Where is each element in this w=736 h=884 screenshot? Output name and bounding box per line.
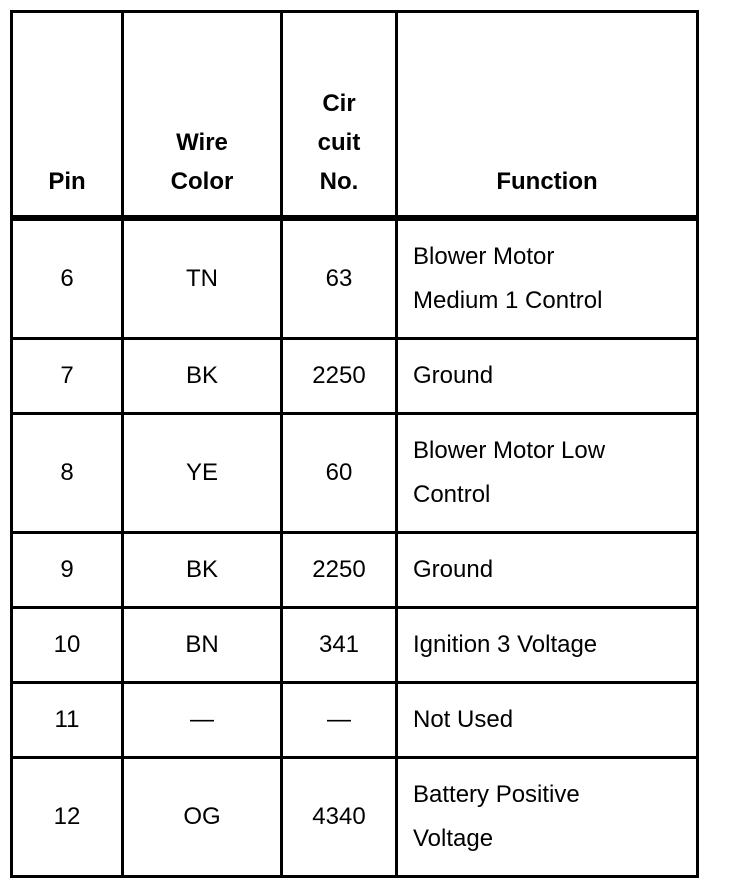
function-line: Ground: [413, 556, 494, 583]
pin-cell: 9: [12, 533, 123, 608]
header-function-line: Function: [496, 168, 598, 195]
table-row: [12, 758, 698, 877]
wire-color-cell: TN: [123, 218, 282, 339]
function-cell: [397, 758, 698, 877]
wire-color-cell: YE: [123, 414, 282, 533]
header-circuit-no-line: Cir: [322, 90, 356, 117]
header-pin-line: Pin: [48, 168, 86, 195]
header-circuit-no-line: No.: [319, 168, 359, 195]
header-circuit-no: [282, 12, 397, 219]
header-pin: [12, 12, 123, 219]
function-line: Medium 1 Control: [413, 287, 603, 314]
wire-color-cell: BK: [123, 339, 282, 414]
function-cell: [397, 608, 698, 683]
circuit-cell: 63: [282, 218, 397, 339]
header-wire-color: [123, 12, 282, 219]
function-line: Control: [413, 481, 491, 508]
function-line: Not Used: [413, 706, 514, 733]
circuit-cell: 2250: [282, 533, 397, 608]
table-row: [12, 218, 698, 339]
function-line: Voltage: [413, 825, 494, 852]
pin-cell: 6: [12, 218, 123, 339]
table-row: [12, 414, 698, 533]
function-line: Blower Motor Low: [413, 437, 606, 464]
header-function: [397, 12, 698, 219]
circuit-cell: 60: [282, 414, 397, 533]
function-cell: [397, 218, 698, 339]
header-wire-color-line: Color: [170, 168, 234, 195]
header-circuit-no-line: cuit: [317, 129, 361, 156]
pin-cell: 12: [12, 758, 123, 877]
pin-cell: 10: [12, 608, 123, 683]
circuit-cell: —: [282, 683, 397, 758]
circuit-cell: 4340: [282, 758, 397, 877]
pin-cell: 11: [12, 683, 123, 758]
table-row: [12, 533, 698, 608]
header-row: [12, 12, 698, 219]
connector-pin-table: [10, 10, 699, 878]
function-cell: [397, 414, 698, 533]
function-cell: [397, 683, 698, 758]
function-line: Blower Motor: [413, 243, 555, 270]
function-line: Ground: [413, 362, 494, 389]
wire-color-cell: —: [123, 683, 282, 758]
table-row: [12, 608, 698, 683]
wire-color-cell: BK: [123, 533, 282, 608]
table-row: [12, 683, 698, 758]
function-line: Battery Positive: [413, 781, 580, 808]
wire-color-cell: OG: [123, 758, 282, 877]
table-row: [12, 339, 698, 414]
circuit-cell: 341: [282, 608, 397, 683]
pin-cell: 7: [12, 339, 123, 414]
function-cell: [397, 533, 698, 608]
header-wire-color-line: Wire: [176, 129, 228, 156]
function-line: Ignition 3 Voltage: [413, 631, 598, 658]
wire-color-cell: BN: [123, 608, 282, 683]
function-cell: [397, 339, 698, 414]
circuit-cell: 2250: [282, 339, 397, 414]
pin-cell: 8: [12, 414, 123, 533]
